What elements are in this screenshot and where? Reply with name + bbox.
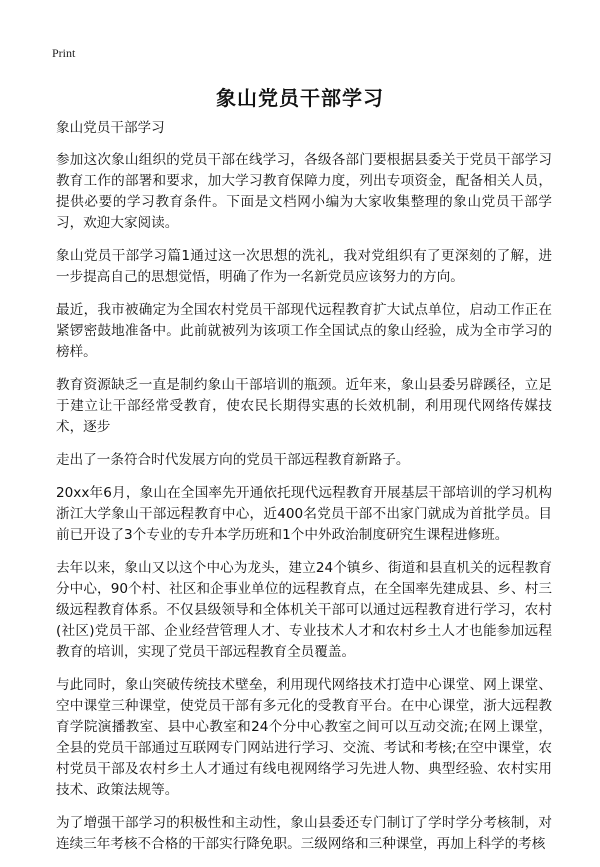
document-subtitle: 象山党员干部学习 — [56, 120, 165, 136]
paragraph-8: 为了增强干部学习的积极性和主动性，象山县委还专门制订了学时学分考核制，对连续三年考核不合格的干部实行降免职。三级网络和三种课堂，再加上科学的考核 — [56, 815, 552, 852]
document-body — [56, 118, 552, 867]
paragraph-2: 最近，我市被确定为全国农村党员干部现代远程教育扩大试点单位，启动工作正在紧锣密鼓地准备中。此前就被列为该项工作全国试点的象山经验，成为全市学习的榜样。 — [56, 302, 552, 360]
paragraph-1: 象山党员干部学习篇1通过这一次思想的洗礼，我对党组织有了更深刻的了解，进一步提高自己的思想觉悟，明确了作为一名新党员应该努力的方向。 — [56, 248, 552, 285]
paragraph-4: 走出了一条符合时代发展方向的党员干部远程教育新路子。 — [56, 452, 410, 468]
paragraph-5: 20xx年6月，象山在全国率先开通依托现代远程教育开展基层干部培训的学习机构浙江大学象山干部远程教育中心，近400名党员干部不出家门就成为首批学员。目前已开设了3个专业的专升本学历班和1个中外政治制度研究生课程进修班。 — [56, 485, 552, 543]
paragraph-6: 去年以来，象山又以这个中心为龙头，建立24个镇乡、街道和县直机关的远程教育分中心，90个村、社区和企事业单位的远程教育点，在全国率先建成县、乡、村三级远程教育体系。不仅县级领导和全体机关干部可以通过远程教育进行学习，农村(社区)党员干部、企业经营管理人才、专业技术人才和农村乡土人才也能参加远程教育的培训，实现了党员干部远程教育全员覆盖。 — [56, 560, 552, 660]
paragraph-7: 与此同时，象山突破传统技术壁垒，利用现代网络技术打造中心课堂、网上课堂、空中课堂三种课堂，使党员干部有多元化的受教育平台。在中心课堂，浙大远程教育学院演播教室、县中心教室和24个分中心教室之间可以互动交流;在网上课堂，全县的党员干部通过互联网专门网站进行学习、交流、考试和考核;在空中课堂，农村党员干部及农村乡土人才通过有线电视网络学习先进人物、典型经验、农村实用技术、政策法规等。 — [56, 677, 552, 798]
document-title: 象山党员干部学习 — [216, 86, 384, 110]
print-label: Print — [52, 46, 76, 60]
paragraph-3: 教育资源缺乏一直是制约象山干部培训的瓶颈。近年来，象山县委另辟蹊径，立足于建立让干部经常受教育，使农民长期得实惠的长效机制，利用现代网络传媒技术，逐步 — [56, 377, 552, 435]
paragraph-intro: 参加这次象山组织的党员干部在线学习，各级各部门要根据县委关于党员干部学习教育工作的部署和要求，加大学习教育保障力度，列出专项资金，配备相关人员，提供必要的学习教育条件。下面是文档网小编为大家收集整理的象山党员干部学习，欢迎大家阅读。 — [56, 152, 552, 231]
